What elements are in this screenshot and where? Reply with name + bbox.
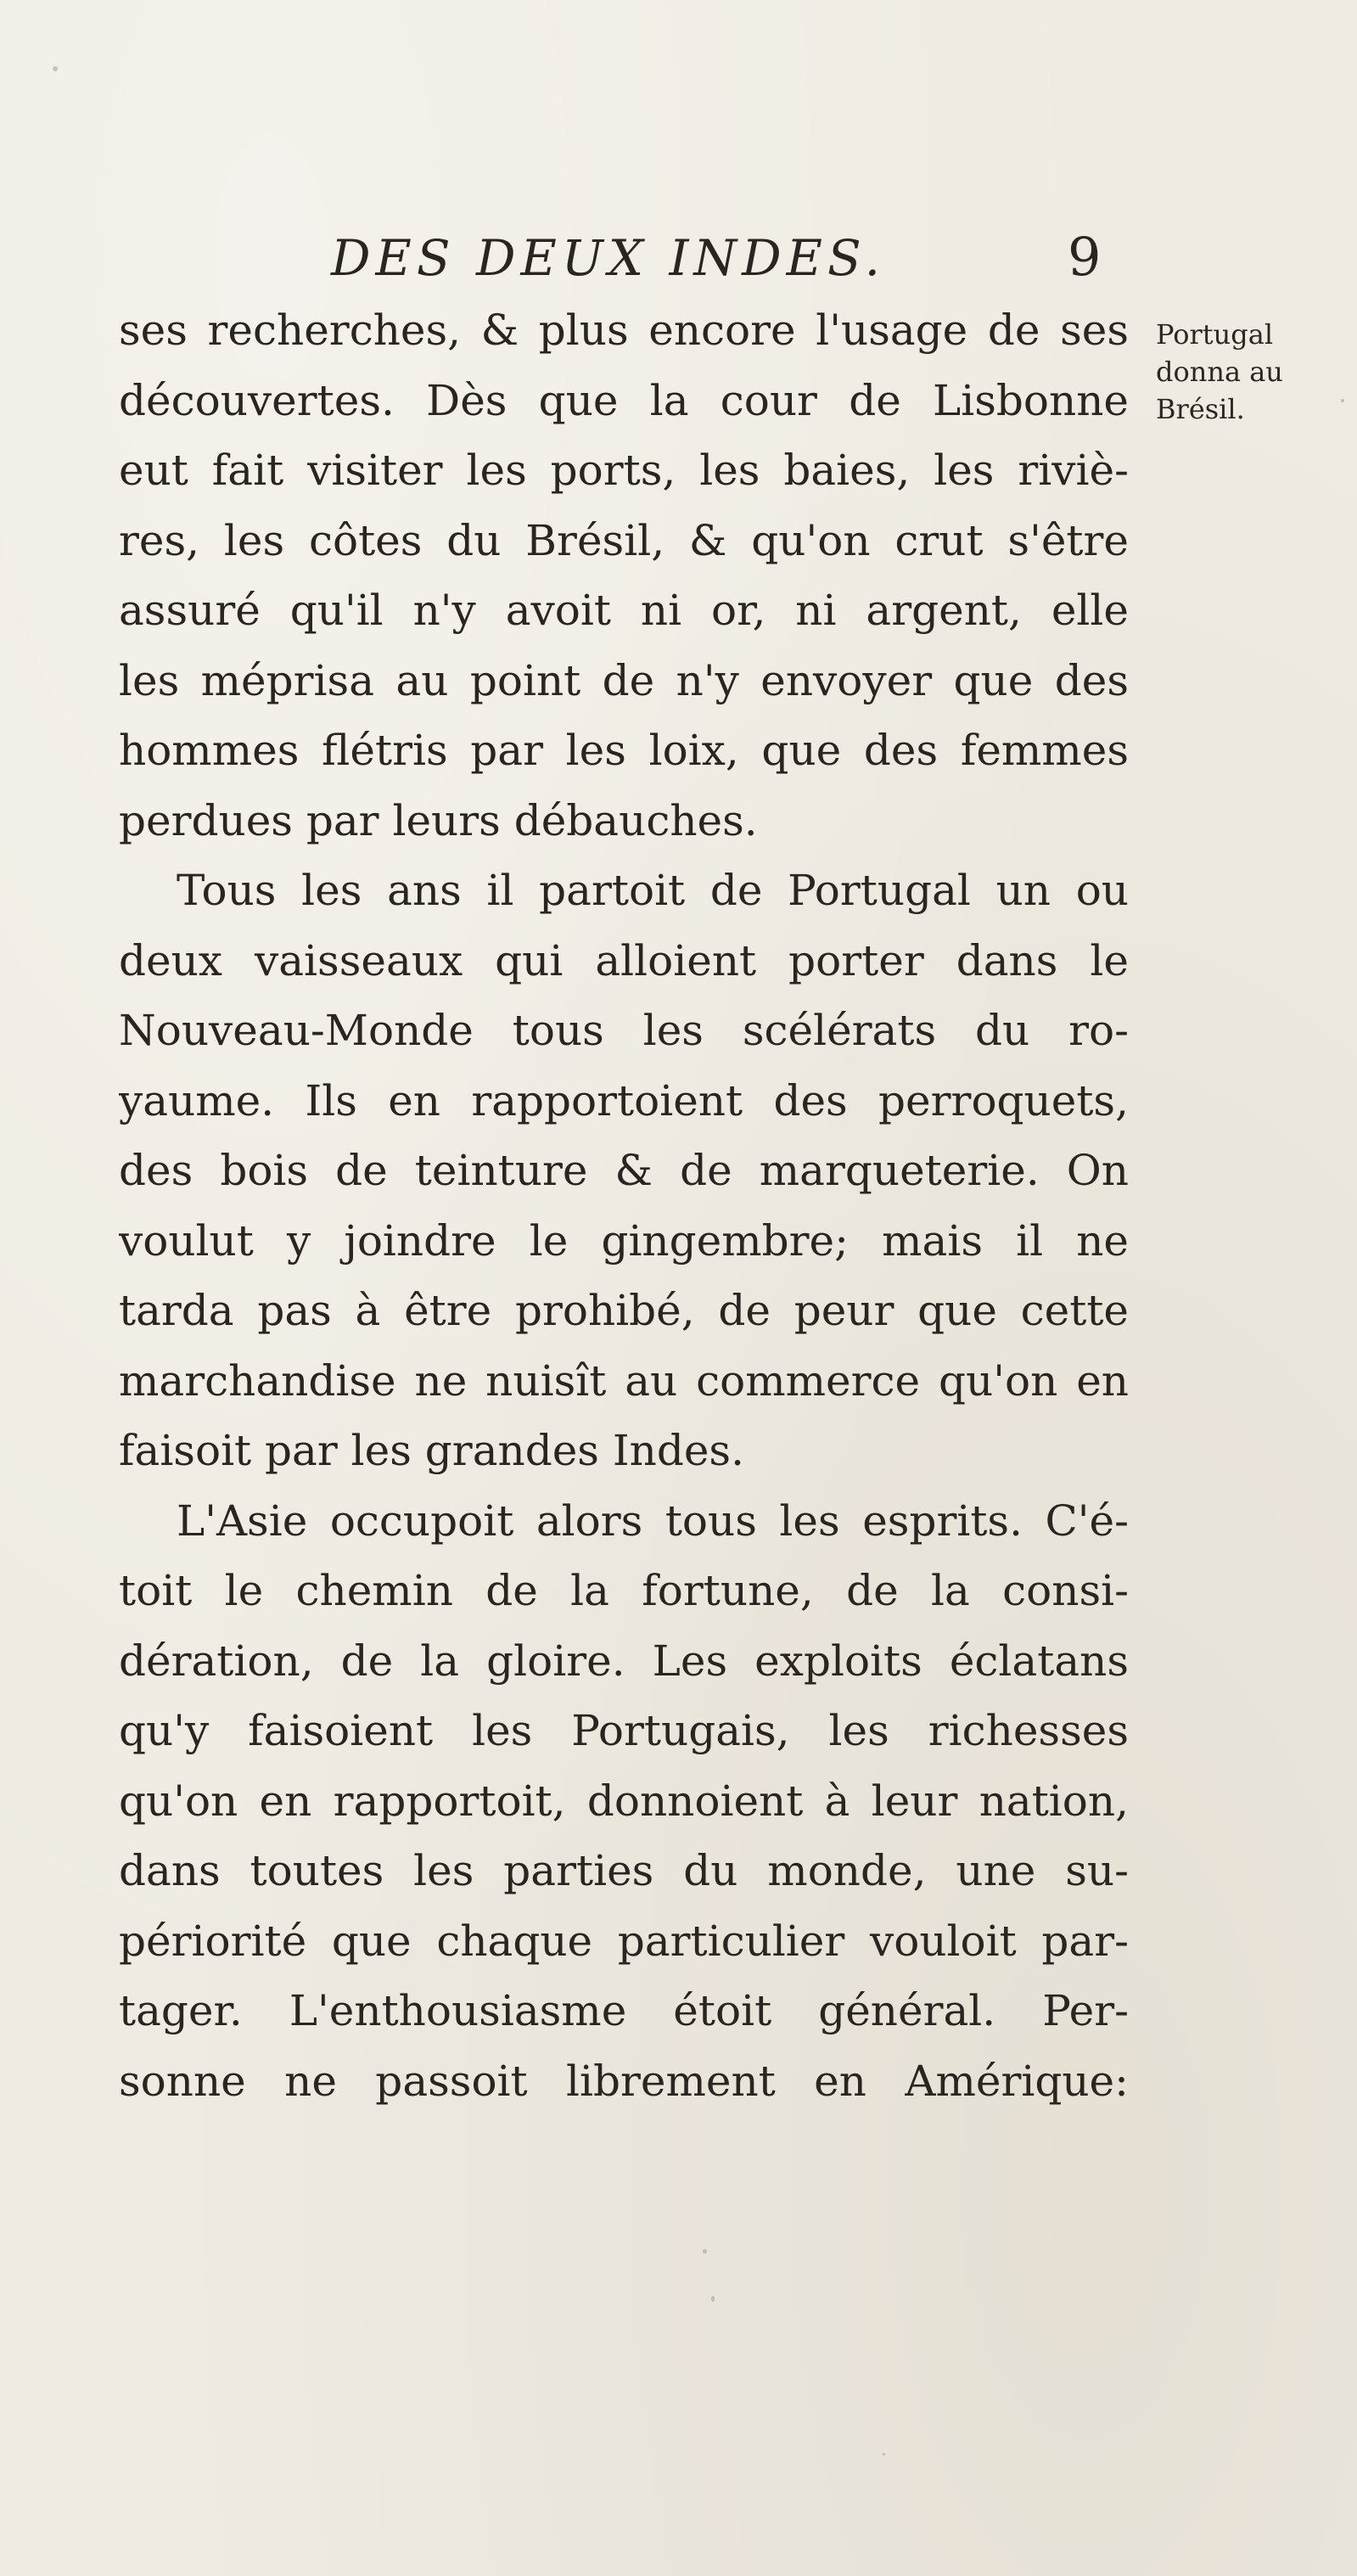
text-line: qu'on en rapportoit, donnoient à leur nation,: [119, 1776, 1129, 1826]
marginal-note-line: donna au: [1156, 356, 1283, 388]
text-line: yaume. Ils en rapportoient des perroquets,: [119, 1075, 1129, 1125]
text-line: dans toutes les parties du monde, une su-: [119, 1846, 1129, 1895]
text-line: res, les côtes du Brésil, & qu'on crut s'être: [119, 515, 1129, 565]
text-line: toit le chemin de la fortune, de la consi-: [119, 1566, 1129, 1615]
text-line: tarda pas à être prohibé, de peur que cette: [119, 1286, 1129, 1335]
paper-speck: [883, 2453, 885, 2455]
text-line: les méprisa au point de n'y envoyer que des: [119, 655, 1129, 705]
paper-speck: [711, 2296, 715, 2302]
text-line: Nouveau-Monde tous les scélérats du ro-: [119, 1006, 1129, 1055]
text-line: Tous les ans il partoit de Portugal un ou: [177, 866, 1129, 915]
text-line: faisoit par les grandes Indes.: [119, 1426, 744, 1475]
marginal-note: [1156, 316, 1351, 428]
text-line: qu'y faisoient les Portugais, les richesses: [119, 1706, 1129, 1755]
text-line: marchandise ne nuisît au commerce qu'on en: [119, 1355, 1129, 1406]
paper-speck: [703, 2249, 707, 2253]
text-line: eut fait visiter les ports, les baies, les riviè-: [119, 446, 1129, 495]
text-line: tager. L'enthousiasme étoit général. Per-: [119, 1986, 1129, 2035]
text-line: perdues par leurs débauches.: [119, 795, 758, 845]
text-line: L'Asie occupoit alors tous les esprits. C'é-: [177, 1496, 1129, 1546]
text-line: assuré qu'il n'y avoit ni or, ni argent, elle: [119, 586, 1129, 635]
text-line: dération, de la gloire. Les exploits éclatans: [119, 1636, 1129, 1686]
marginal-note-line: Portugal: [1156, 318, 1274, 351]
body-text: [119, 295, 1129, 2116]
text-line: deux vaisseaux qui alloient porter dans le: [119, 935, 1129, 985]
marginal-note-line: Brésil.: [1156, 393, 1245, 425]
text-line: découvertes. Dès que la cour de Lisbonne: [119, 375, 1129, 425]
running-header: [289, 226, 1137, 297]
text-line: périorité que chaque particulier vouloit par-: [119, 1916, 1129, 1966]
page-number: 9: [1068, 226, 1107, 288]
paper-speck: [53, 66, 58, 71]
text-line: des bois de teinture & de marqueterie. On: [119, 1146, 1129, 1195]
text-line: ses recherches, & plus encore l'usage de ses: [119, 306, 1129, 355]
text-line: sonne ne passoit librement en Amérique:: [119, 2056, 1129, 2106]
text-line: voulut y joindre le gingembre; mais il ne: [119, 1215, 1129, 1266]
text-line: hommes flétris par les loix, que des femmes: [119, 726, 1129, 775]
running-head-title: DES DEUX INDES.: [331, 229, 886, 287]
